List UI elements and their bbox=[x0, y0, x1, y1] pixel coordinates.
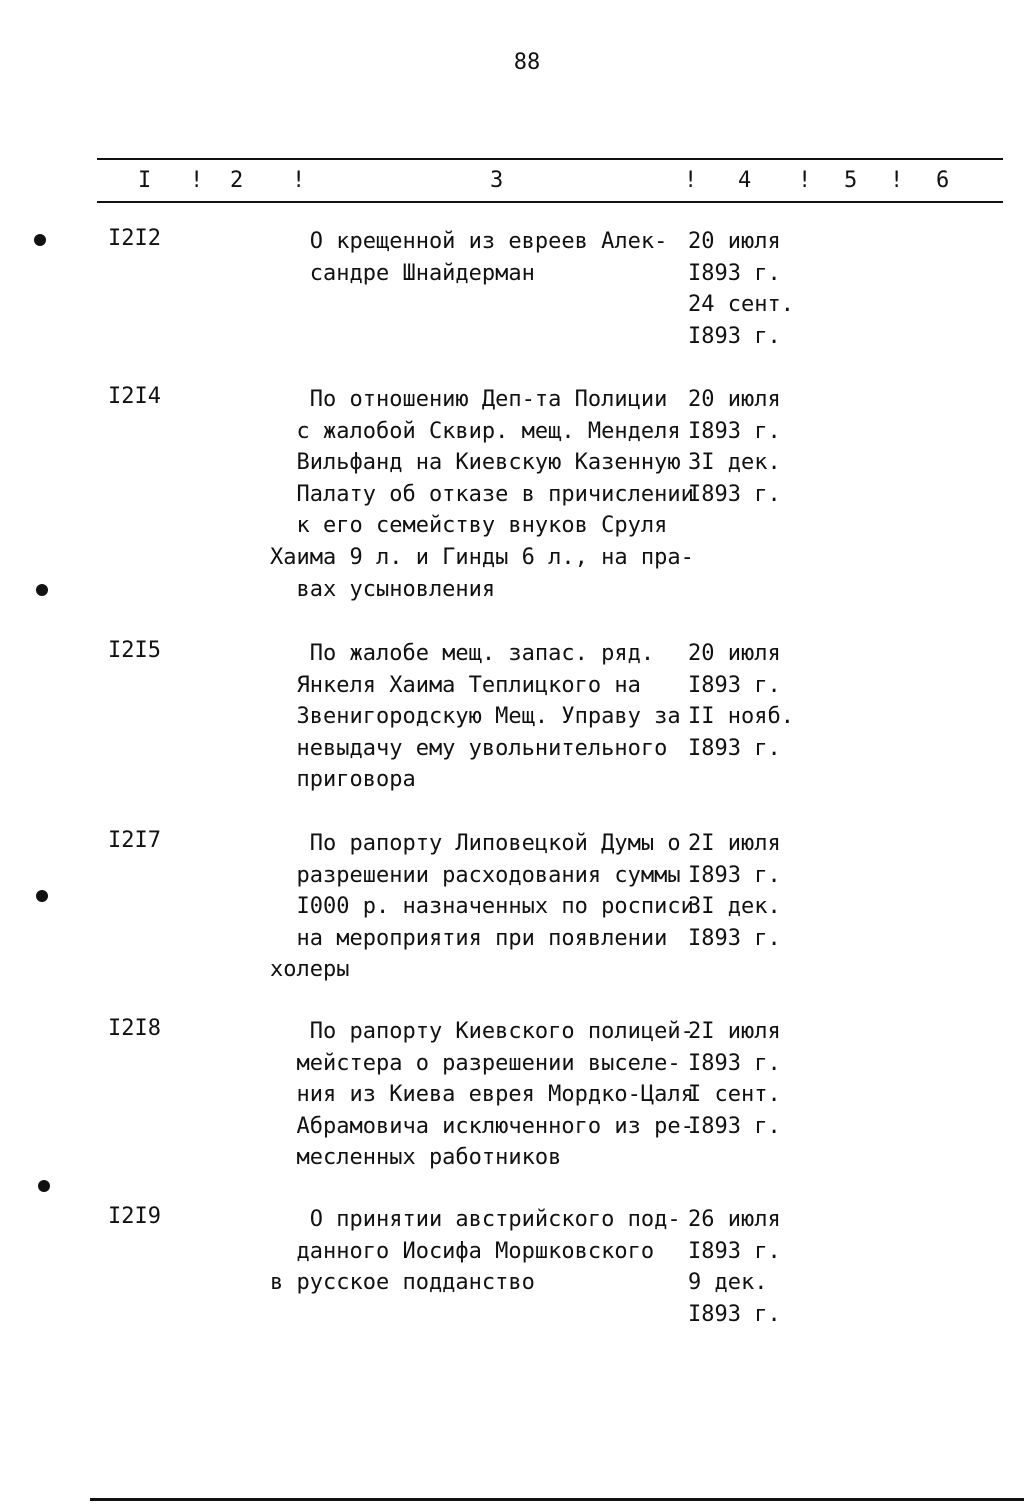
title-line: невыдачу ему увольнительного bbox=[270, 735, 668, 761]
date-line: 3I дек. bbox=[688, 450, 781, 476]
column-separator: ! bbox=[190, 168, 204, 193]
date-line: I893 г. bbox=[688, 323, 781, 349]
column-separator: ! bbox=[890, 168, 904, 193]
title-line: Хаима 9 л. и Гинды 6 л., на пра- bbox=[270, 544, 694, 570]
date-line: I893 г. bbox=[688, 1050, 781, 1076]
entry-dates bbox=[688, 638, 794, 764]
column-header-row bbox=[0, 168, 1024, 196]
date-line: I893 г. bbox=[688, 1113, 781, 1139]
title-line: О принятии австрийского под- bbox=[270, 1207, 681, 1232]
date-line: 26 июля bbox=[688, 1207, 781, 1232]
title-line: I000 р. назначенных по росписи bbox=[270, 894, 694, 920]
table-header-bottom-rule bbox=[97, 201, 1003, 203]
date-line: I893 г. bbox=[688, 672, 781, 698]
date-line: 20 июля bbox=[688, 641, 781, 666]
date-line: 24 сент. bbox=[688, 292, 794, 318]
page-bottom-rule bbox=[90, 1498, 1024, 1501]
date-line: I893 г. bbox=[688, 925, 781, 951]
title-line: разрешении расходования суммы bbox=[270, 862, 681, 888]
date-line: II нояб. bbox=[688, 704, 794, 730]
title-line: Вильфанд на Киевскую Казенную bbox=[270, 450, 681, 476]
date-line: I893 г. bbox=[688, 260, 781, 286]
binder-hole-mark bbox=[34, 234, 46, 246]
title-line: О крещенной из евреев Алек- bbox=[270, 229, 668, 254]
date-line: I893 г. bbox=[688, 481, 781, 507]
binder-hole-mark bbox=[38, 1180, 50, 1192]
entry-number: I2I9 bbox=[108, 1204, 161, 1229]
entry-number: I2I8 bbox=[108, 1016, 161, 1041]
title-line: месленных работников bbox=[270, 1145, 562, 1171]
entry-title bbox=[270, 638, 690, 796]
entry-dates bbox=[688, 384, 781, 510]
title-line: По рапорту Липовецкой Думы о bbox=[270, 831, 681, 856]
entry-number: I2I4 bbox=[108, 384, 161, 409]
entry-dates bbox=[688, 828, 781, 954]
table-top-rule bbox=[97, 158, 1003, 160]
title-line: По отношению Деп-та Полиции bbox=[270, 387, 668, 412]
title-line: вах усыновления bbox=[270, 576, 496, 602]
date-line: 9 дек. bbox=[688, 1270, 768, 1296]
entry-title bbox=[270, 384, 694, 605]
column-4-header: 4 bbox=[738, 168, 752, 193]
entry-number: I2I5 bbox=[108, 638, 161, 663]
column-separator: ! bbox=[292, 168, 306, 193]
column-3-header: 3 bbox=[490, 168, 504, 193]
title-line: Янкеля Хаима Теплицкого на bbox=[270, 672, 641, 698]
title-line: холеры bbox=[270, 957, 350, 983]
entry-number: I2I7 bbox=[108, 828, 161, 853]
entry-title bbox=[270, 828, 694, 986]
binder-hole-mark bbox=[36, 890, 48, 902]
column-separator: ! bbox=[684, 168, 698, 193]
entry-dates bbox=[688, 1016, 781, 1142]
entry-dates bbox=[688, 226, 794, 352]
title-line: на мероприятия при появлении bbox=[270, 925, 668, 951]
binder-hole-mark bbox=[36, 584, 48, 596]
column-5-header: 5 bbox=[844, 168, 858, 193]
column-separator: ! bbox=[798, 168, 812, 193]
entry-dates bbox=[688, 1204, 781, 1330]
title-line: сандре Шнайдерман bbox=[270, 260, 535, 286]
entry-title bbox=[270, 1204, 690, 1299]
entry-title bbox=[270, 226, 690, 289]
date-line: I893 г. bbox=[688, 1238, 781, 1264]
title-line: Звенигородскую Мещ. Управу за bbox=[270, 704, 681, 730]
date-line: 3I дек. bbox=[688, 894, 781, 920]
page-number: 88 bbox=[513, 50, 541, 75]
column-1-header: I bbox=[138, 168, 152, 193]
title-line: приговора bbox=[270, 767, 416, 793]
title-line: мейстера о разрешении выселе- bbox=[270, 1050, 681, 1076]
title-line: По жалобе мещ. запас. ряд. bbox=[270, 641, 655, 666]
title-line: ния из Киева еврея Мордко-Цаля bbox=[270, 1082, 694, 1108]
entry-title bbox=[270, 1016, 694, 1174]
title-line: к его семейству внуков Сруля bbox=[270, 513, 668, 539]
date-line: 20 июля bbox=[688, 387, 781, 412]
title-line: По рапорту Киевского полицей- bbox=[270, 1019, 694, 1044]
date-line: I893 г. bbox=[688, 735, 781, 761]
date-line: I893 г. bbox=[688, 1301, 781, 1327]
date-line: I893 г. bbox=[688, 418, 781, 444]
date-line: I сент. bbox=[688, 1082, 781, 1108]
title-line: Абрамовича исключенного из ре- bbox=[270, 1113, 694, 1139]
entry-number: I2I2 bbox=[108, 226, 161, 251]
date-line: I893 г. bbox=[688, 862, 781, 888]
date-line: 20 июля bbox=[688, 229, 781, 254]
column-6-header: 6 bbox=[936, 168, 950, 193]
title-line: Палату об отказе в причислении bbox=[270, 481, 694, 507]
title-line: данного Иосифа Моршковского bbox=[270, 1238, 655, 1264]
column-2-header: 2 bbox=[230, 168, 244, 193]
title-line: в русское подданство bbox=[270, 1270, 535, 1296]
title-line: с жалобой Сквир. мещ. Менделя bbox=[270, 418, 681, 444]
date-line: 2I июля bbox=[688, 831, 781, 856]
date-line: 2I июля bbox=[688, 1019, 781, 1044]
